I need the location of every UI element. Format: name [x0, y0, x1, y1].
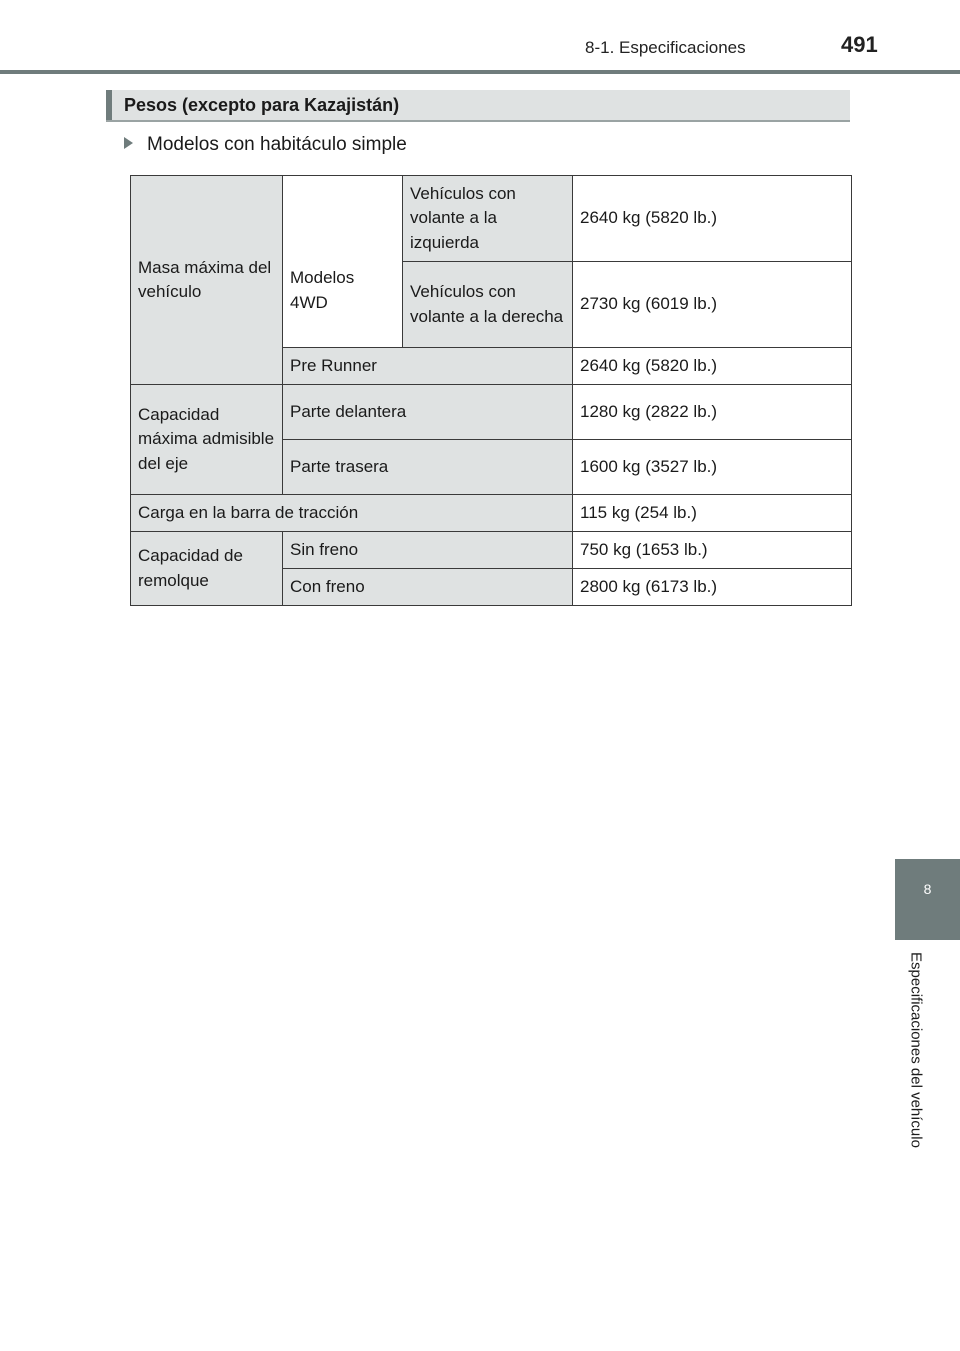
header-section-title: 8-1. Especificaciones: [585, 38, 746, 57]
cell-pre-runner-valor: 2640 kg (5820 lb.): [573, 348, 852, 385]
table-row: [131, 532, 852, 569]
cell-izquierda-valor: 2640 kg (5820 lb.): [573, 176, 852, 262]
subheading-text: Modelos con habitáculo simple: [147, 134, 407, 155]
cell-parte-delantera: Parte delantera: [283, 385, 573, 440]
table-row: [131, 176, 852, 262]
cell-pre-runner: Pre Runner: [283, 348, 573, 385]
section-title-accent-bar: [106, 90, 112, 120]
section-title-box: [106, 90, 850, 122]
cell-sin-freno-valor: 750 kg (1653 lb.): [573, 532, 852, 569]
cell-trasera-valor: 1600 kg (3527 lb.): [573, 440, 852, 495]
triangle-bullet-icon: [124, 137, 133, 149]
cell-delantera-valor: 1280 kg (2822 lb.): [573, 385, 852, 440]
cell-barra-valor: 115 kg (254 lb.): [573, 495, 852, 532]
cell-con-freno-valor: 2800 kg (6173 lb.): [573, 569, 852, 606]
cell-volante-derecha: Vehículos con volante a la derecha: [403, 262, 573, 348]
cell-modelos-4wd: Modelos 4WD: [283, 176, 403, 348]
cell-volante-izquierda: Vehículos con volante a la izquierda: [403, 176, 573, 262]
cell-capacidad-eje: Capacidad máxima admisible del eje: [131, 385, 283, 495]
chapter-number: 8: [923, 881, 932, 897]
cell-con-freno: Con freno: [283, 569, 573, 606]
subheading: [124, 134, 407, 156]
cell-parte-trasera: Parte trasera: [283, 440, 573, 495]
weights-table: [130, 175, 852, 606]
page-number: 491: [841, 32, 878, 57]
chapter-label: Especificaciones del vehículo: [907, 952, 925, 1148]
cell-masa-maxima: Masa máxima del vehículo: [131, 176, 283, 385]
cell-barra-traccion: Carga en la barra de tracción: [131, 495, 573, 532]
chapter-label-box: [902, 952, 930, 1192]
table-row: [131, 385, 852, 440]
header-divider: [0, 70, 960, 74]
cell-capacidad-remolque: Capacidad de remolque: [131, 532, 283, 606]
table-row: [131, 495, 852, 532]
cell-sin-freno: Sin freno: [283, 532, 573, 569]
section-title: Pesos (excepto para Kazajistán): [124, 95, 400, 115]
chapter-tab: [895, 859, 960, 940]
cell-derecha-valor: 2730 kg (6019 lb.): [573, 262, 852, 348]
